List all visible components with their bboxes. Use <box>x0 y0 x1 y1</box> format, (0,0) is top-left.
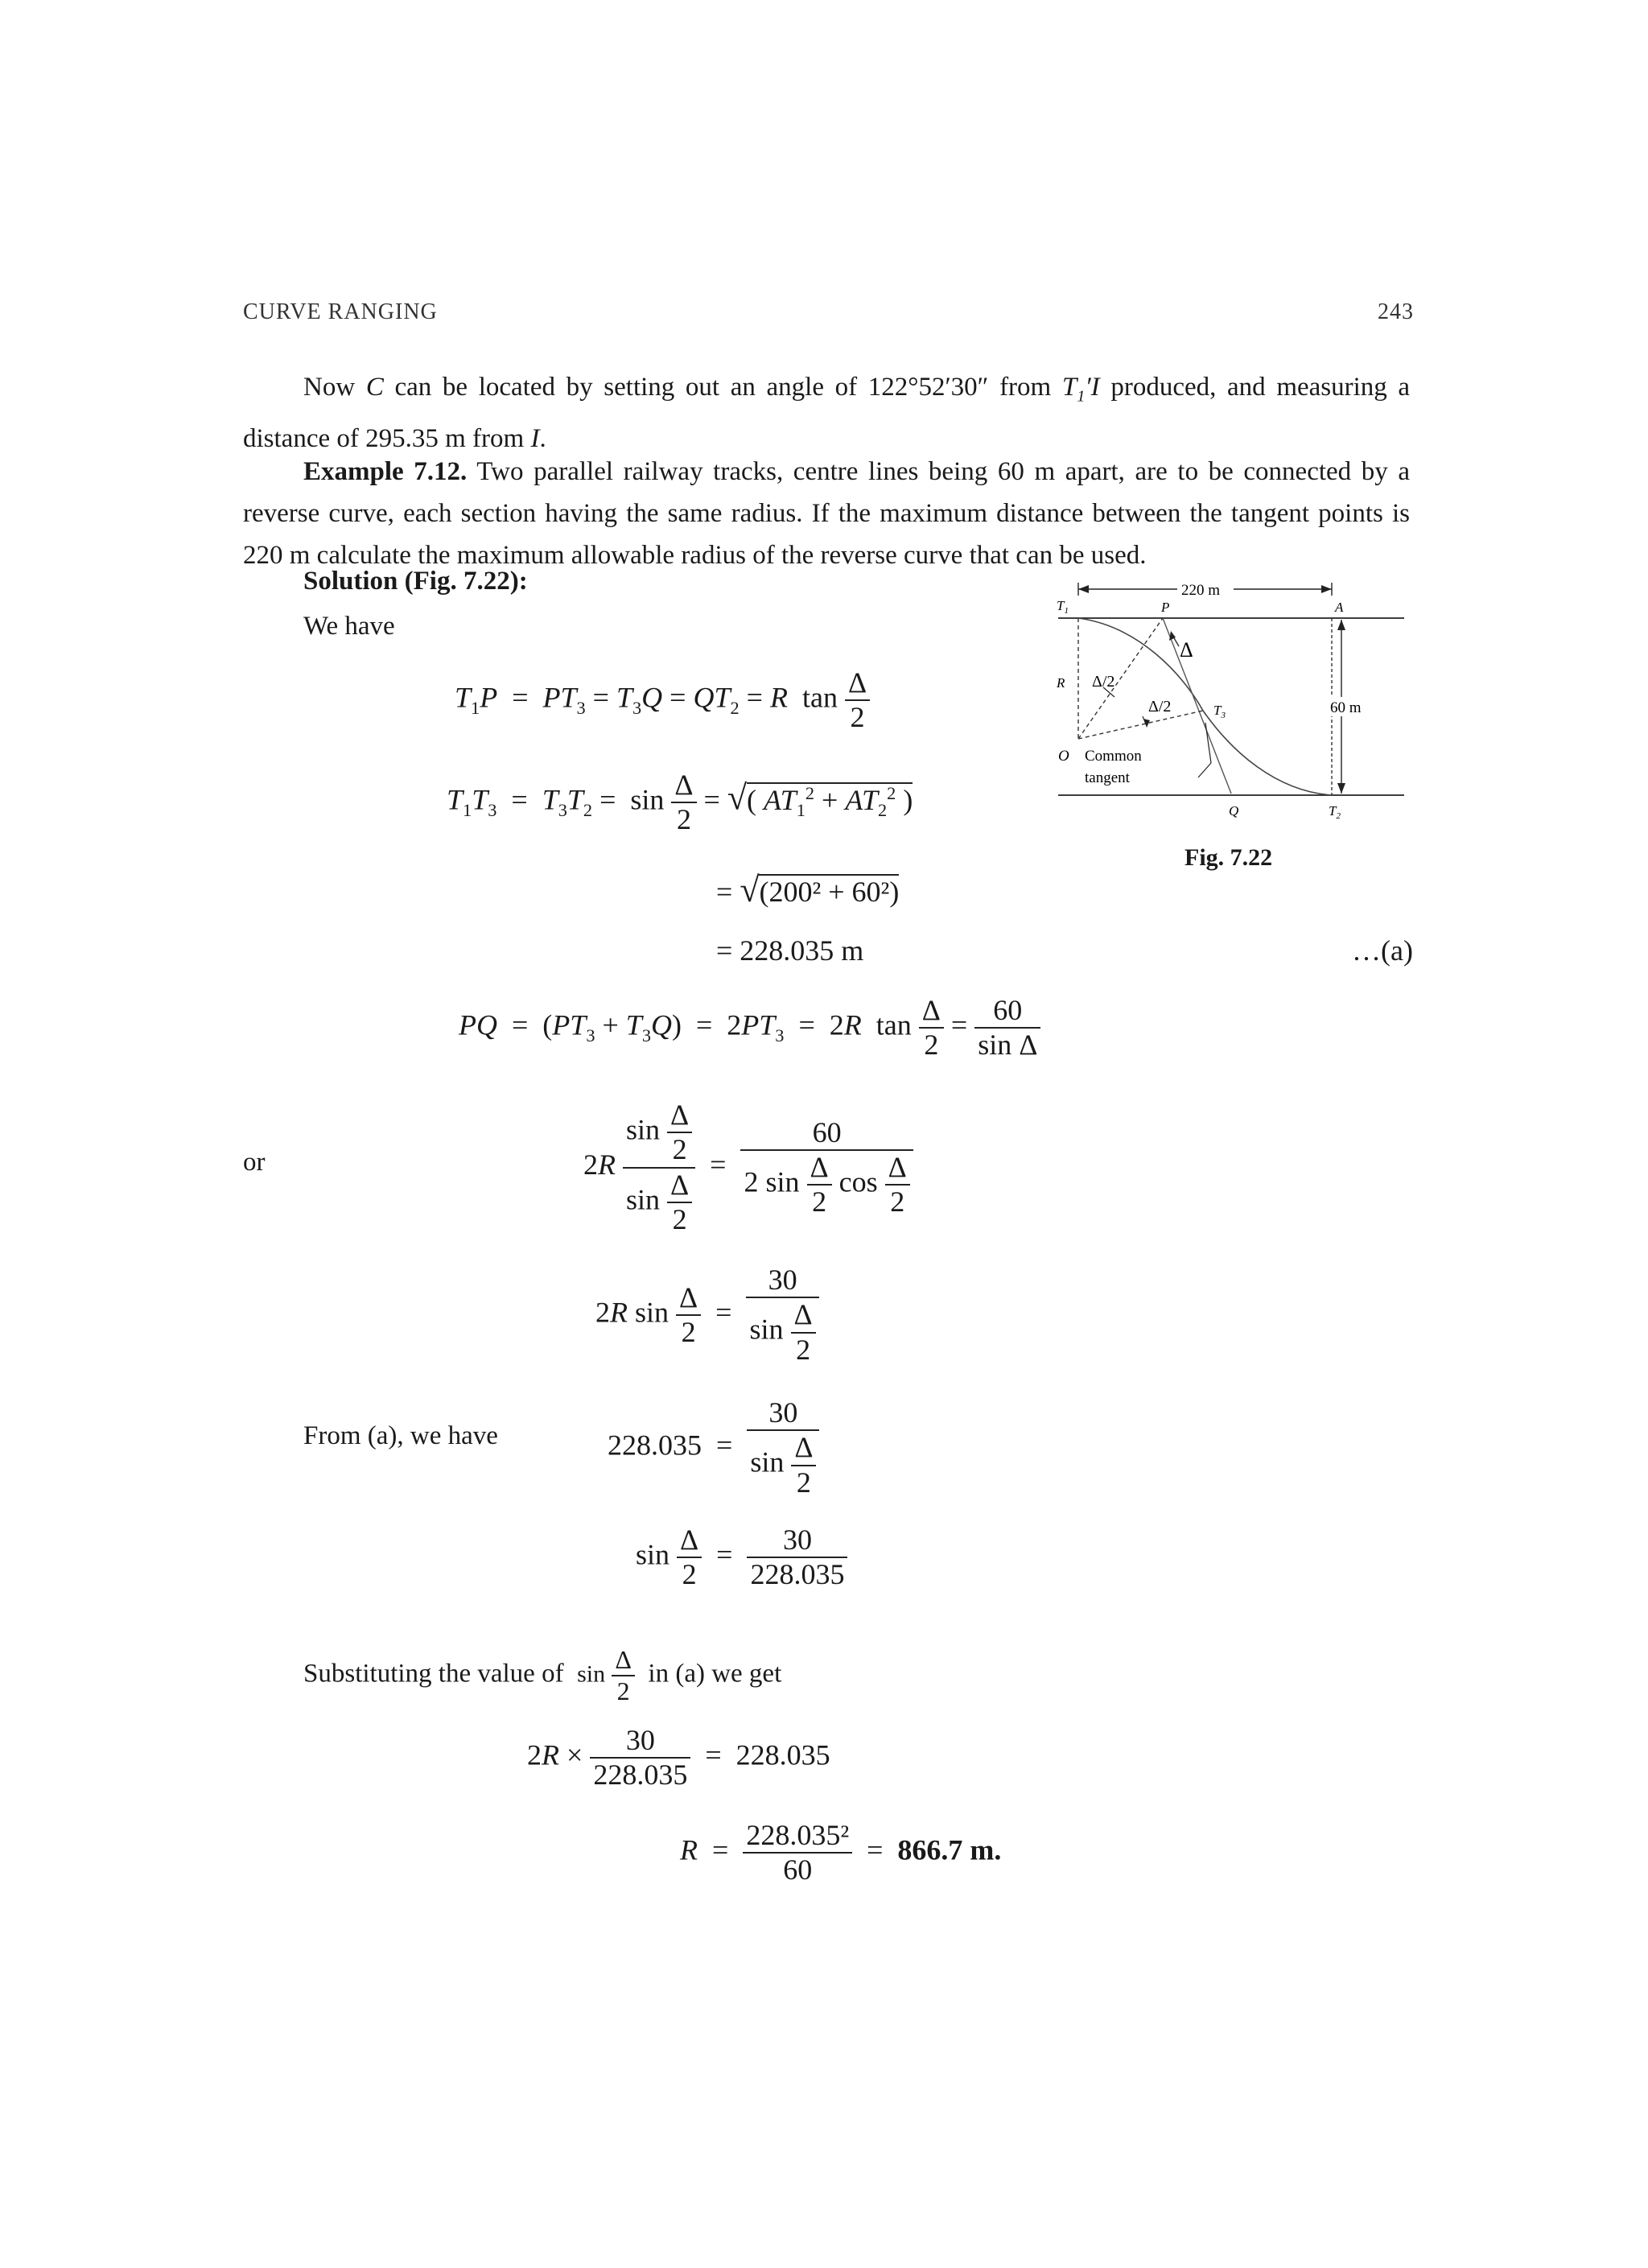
label-p: P <box>1161 600 1170 615</box>
equation-simplified: 2R sin $\frac{\Delta}{2}$ = 30 sin $\frac{\Delta}{2}$ <box>595 1264 819 1367</box>
equation-tangent-lengths: $T_1P = PT_3 = T_3Q = QT_2 = R$ tan $\frac{\Delta}{2}$ <box>455 666 870 735</box>
dimension-220-label: 220 m <box>1181 582 1221 599</box>
label-t3: $T_3$ <box>1213 703 1226 720</box>
equation-result-228: = 228.035 m <box>716 934 864 967</box>
equation-pq: PQ = $(PT_3 + T_3Q) = 2PT_3 = 2R$ tan $\frac{\Delta}{2}$ = $\frac{60}{\text{sin Δ}}$ <box>459 994 1040 1062</box>
running-title: CURVE RANGING <box>243 299 438 324</box>
label-q: Q <box>1229 803 1239 819</box>
figure-caption: Fig. 7.22 <box>1184 844 1273 871</box>
reverse-curve <box>1078 618 1332 795</box>
final-answer: 866.7 m <box>897 1833 995 1866</box>
equation-chord-length: $T_1T_3 = T_3T_2 = \sin$ $\frac{\Delta}{2}$ = √( $AT_1^2 + AT_2^2$ ) <box>447 769 913 836</box>
equation-substituted: 2R × $\frac{30}{228.035}$ = 228.035 <box>527 1724 830 1792</box>
equation-ratio-form: 2R sin $\frac{\Delta}{2}$ sin $\frac{\Delta}{2}$ = 60 2 sin $\frac{\Delta}{2}$ cos $\frac{\Delta}{2}$ <box>583 1099 913 1237</box>
label-tangent: tangent <box>1085 769 1130 786</box>
example-label: Example 7.12. <box>303 457 468 486</box>
intro-paragraph: Now C can be located by setting out an angle of 122°52′30″ from $T_1'I$ produced, and measuring a distance of 295.35 m from I. <box>243 373 1411 453</box>
page-number: 243 <box>1378 299 1414 324</box>
example-paragraph <box>243 451 1410 576</box>
half-angle-label-1: Δ/2 <box>1092 673 1115 691</box>
figure-7-22 <box>1050 578 1412 819</box>
equation-sqrt-values: = √(200² + 60²) <box>716 870 900 909</box>
delta-angle-label: Δ <box>1180 638 1193 662</box>
equation-sin-half-delta: sin $\frac{\Delta}{2}$ = $\frac{30}{228.035}$ <box>636 1524 847 1592</box>
example-text: Two parallel railway tracks, centre lines being 60 m apart, are to be connected by a reverse curve, each section having the same radius. If the maximum distance between the tangent points is 220 m calculate the maximum allowable radius of the reverse curve that can be used. <box>243 457 1411 570</box>
equation-tag-a: …(a) <box>1352 934 1413 967</box>
substituting-text: Substituting the value of sin $\frac{\Delta}{2}$ in (a) we get <box>303 1645 782 1705</box>
label-r: R <box>1057 675 1065 691</box>
or-label: or <box>243 1148 266 1177</box>
radius-line-to-p <box>1078 618 1163 739</box>
label-t2: $T_2$ <box>1329 803 1341 819</box>
solution-label: Solution (Fig. 7.22): <box>303 567 528 596</box>
half-angle-label-2: Δ/2 <box>1148 698 1172 715</box>
we-have-text: We have <box>303 612 395 641</box>
label-common: Common <box>1085 748 1142 765</box>
label-t1: $T_1$ <box>1057 598 1069 616</box>
radius-line-to-t3 <box>1078 711 1203 739</box>
label-a: A <box>1335 600 1344 615</box>
equation-from-a: 228.035 = 30 sin $\frac{\Delta}{2}$ <box>608 1396 819 1499</box>
from-a-text: From (a), we have <box>303 1421 498 1450</box>
label-o: O <box>1058 748 1069 765</box>
dimension-60-label: 60 m <box>1330 699 1362 716</box>
equation-final-radius: R = $\frac{\text{228.035²}}{60}$ = 866.7 m. <box>680 1819 1002 1887</box>
